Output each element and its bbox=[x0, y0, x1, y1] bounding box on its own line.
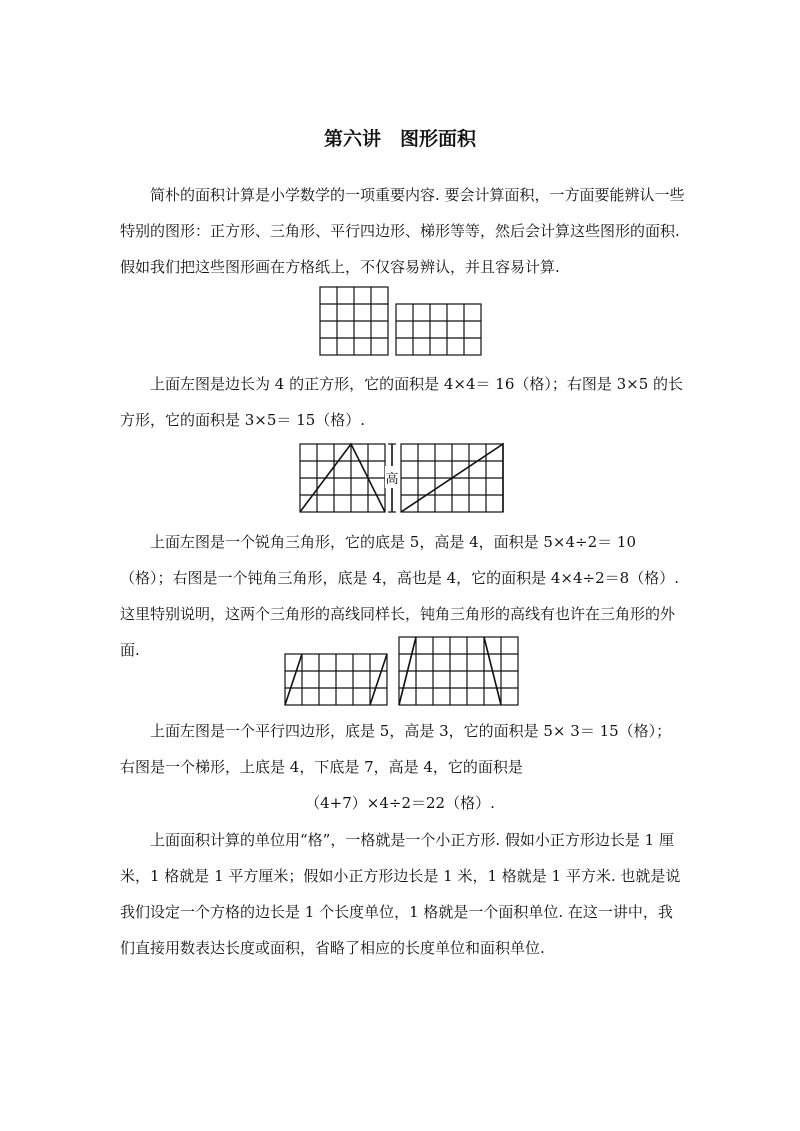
unit-paragraph: 上面面积计算的单位用“格”，一格就是一个小正方形. 假如小正方形边长是 1 厘米，1 格就是 1 平方厘米；假如小正方形边长是 1 米，1 格就是 1 平方米. 也就是说我们设定一个方格的边长是 1 个长度单位，1 格就是一个面积单位. 在这一讲中，我们直接用数表达长度或面积，省略了相应的长度单位和面积单位. bbox=[120, 831, 681, 957]
square-rectangle-paragraph: 上面左图是边长为 4 的正方形，它的面积是 4×4＝ 16（格）；右图是 3×5 的长方形，它的面积是 3×5＝ 15（格）. bbox=[120, 375, 684, 429]
page-title: 第六讲 图形面积 bbox=[323, 128, 476, 150]
parallelogram-grid bbox=[285, 654, 387, 705]
intro-paragraph: 简朴的面积计算是小学数学的一项重要内容. 要会计算面积，一方面要能辨认一些特别的图形：正方形、三角形、平行四边形、梯形等等，然后会计算这些图形的面积. 假如我们把这些图形画在方格纸上，不仅容易辨认，并且容易计算. bbox=[120, 186, 685, 276]
height-label: 高 bbox=[385, 472, 399, 487]
trapezoid-grid bbox=[399, 637, 518, 705]
trapezoid-formula: （4+7）×4÷2＝22（格）. bbox=[305, 794, 495, 812]
triangle-paragraph: 上面左图是一个锐角三角形，它的底是 5，高是 4，面积是 5×4÷2＝ 10（格）；右图是一个钝角三角形，底是 4，高也是 4，它的面积是 4×4÷2＝8（格）. 这里特别说明，这两个三角形的高线同样长，钝角三角形的高线有也许在三角形的外面. bbox=[120, 533, 679, 659]
parallelogram-trapezoid-paragraph: 上面左图是一个平行四边形，底是 5，高是 3，它的面积是 5× 3＝ 15（格）；右图是一个梯形，上底是 4，下底是 7，高是 4，它的面积是 bbox=[120, 722, 672, 776]
